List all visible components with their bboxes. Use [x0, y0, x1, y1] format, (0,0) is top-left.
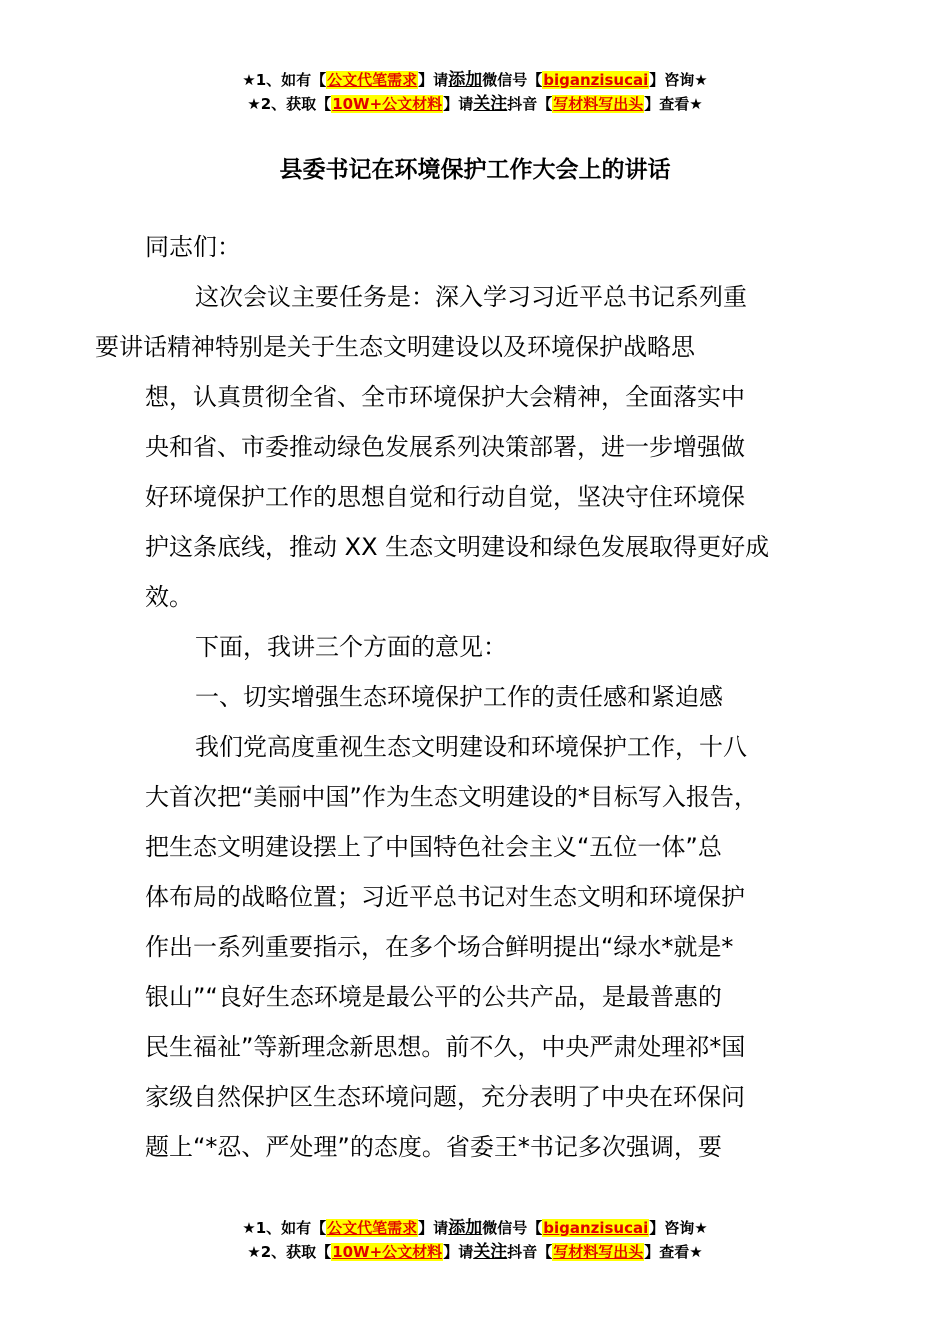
text-line: 护这条底线，推动 XX 生态文明建设和绿色发展取得更好成 [145, 533, 770, 561]
text-line: 作出一系列重要指示，在多个场合鲜明提出“绿水*就是* [145, 933, 734, 961]
promo-text: 微信号【 [482, 71, 543, 89]
promo-highlight: biganzisucai [543, 71, 649, 89]
promo-text: 】请 [418, 1219, 449, 1237]
text-line: 把生态文明建设摆上了中国特色社会主义“五位一体”总 [145, 833, 722, 861]
text-line: 体布局的战略位置；习近平总书记对生态文明和环境保护 [145, 883, 745, 911]
promo-highlight: 公文代笔需求 [327, 71, 418, 89]
paragraph-3 [145, 722, 825, 1172]
text-line: 效。 [145, 583, 193, 611]
section-heading-1: 一、切实增强生态环境保护工作的责任感和紧迫感 [195, 683, 723, 711]
promo-highlight: 写材料写出头 [553, 1243, 644, 1261]
text-line: 央和省、市委推动绿色发展系列决策部署，进一步增强做 [145, 433, 745, 461]
promo-text: 】咨询★ [649, 1219, 708, 1237]
promo-line-1 [0, 1216, 950, 1240]
promo-text: ★2、获取【 [247, 95, 332, 113]
promo-line-1 [0, 68, 950, 92]
text-line: 好环境保护工作的思想自觉和行动自觉，坚决守住环境保 [145, 483, 745, 511]
text-line: 家级自然保护区生态环境问题，充分表明了中央在环保问 [145, 1083, 745, 1111]
text-line: 题上“*忍、严处理”的态度。省委王*书记多次强调，要 [145, 1133, 722, 1161]
salutation: 同志们： [145, 233, 241, 261]
promo-text: 微信号【 [482, 1219, 543, 1237]
promo-banner-bottom [0, 1216, 950, 1264]
promo-highlight: 10W+公文材料 [332, 1243, 443, 1261]
promo-highlight: 10W+公文材料 [332, 95, 443, 113]
promo-text: 】请 [443, 1243, 474, 1261]
paragraph-1 [95, 272, 825, 622]
promo-emphasis: 关注 [473, 94, 508, 114]
text-line: 这次会议主要任务是：深入学习习近平总书记系列重 [195, 283, 747, 311]
promo-emphasis: 添加 [448, 70, 483, 90]
promo-text: 】请 [418, 71, 449, 89]
text-line: 想，认真贯彻全省、全市环境保护大会精神，全面落实中 [145, 383, 745, 411]
promo-text: ★1、如有【 [242, 71, 327, 89]
paragraph-2: 下面，我讲三个方面的意见： [195, 633, 507, 661]
promo-text: ★1、如有【 [242, 1219, 327, 1237]
promo-emphasis: 关注 [473, 1242, 508, 1262]
promo-line-2 [0, 1240, 950, 1264]
text-line: 银山”“良好生态环境是最公平的公共产品，是最普惠的 [145, 983, 722, 1011]
promo-text: 】查看★ [644, 95, 703, 113]
document-title: 县委书记在环境保护工作大会上的讲话 [279, 157, 671, 183]
document-body [95, 222, 825, 1172]
promo-text: ★2、获取【 [247, 1243, 332, 1261]
promo-highlight: 写材料写出头 [553, 95, 644, 113]
promo-text: 抖音【 [507, 95, 553, 113]
promo-text: 】请 [443, 95, 474, 113]
promo-text: 】查看★ [644, 1243, 703, 1261]
promo-banner-top [0, 68, 950, 116]
text-line: 大首次把“美丽中国”作为生态文明建设的*目标写入报告， [145, 783, 758, 811]
promo-highlight: 公文代笔需求 [327, 1219, 418, 1237]
promo-text: 抖音【 [507, 1243, 553, 1261]
promo-highlight: biganzisucai [543, 1219, 649, 1237]
text-line: 民生福祉”等新理念新思想。前不久，中央严肃处理祁*国 [145, 1033, 746, 1061]
text-line: 我们党高度重视生态文明建设和环境保护工作，十八 [195, 733, 747, 761]
promo-emphasis: 添加 [448, 1218, 483, 1238]
promo-line-2 [0, 92, 950, 116]
promo-text: 】咨询★ [649, 71, 708, 89]
text-line: 要讲话精神特别是关于生态文明建设以及环境保护战略思 [95, 333, 695, 361]
